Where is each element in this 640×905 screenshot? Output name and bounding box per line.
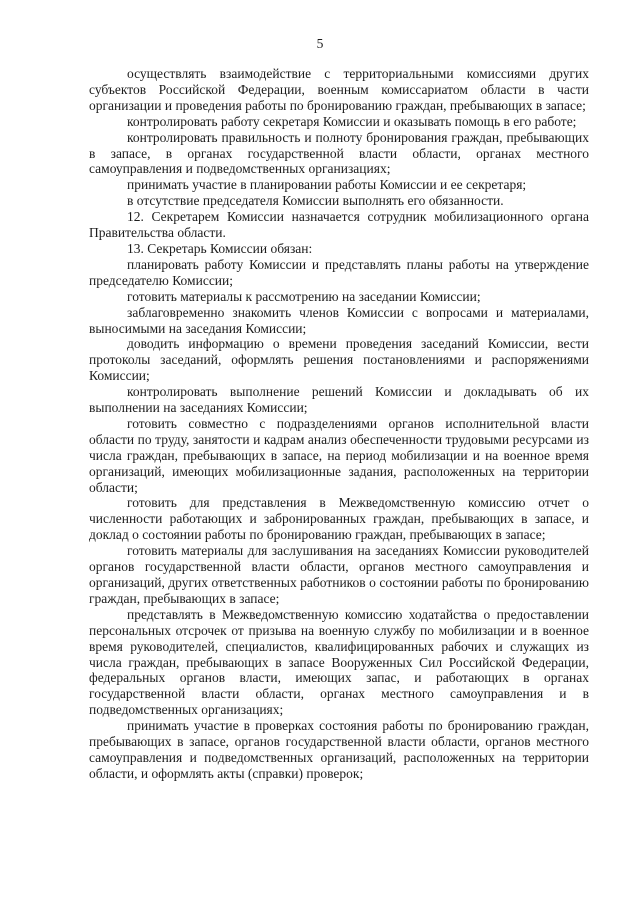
document-body [89,66,589,782]
paragraph-planning-participation: принимать участие в планировании работы Комиссии и ее секретаря; [127,177,527,193]
paragraph-control-secretary: контролировать работу секретаря Комиссии и оказывать помощь в его работе; [127,113,577,129]
paragraph-control-decisions: контролировать выполнение решений Комиссии и докладывать об их выполнении на заседаниях Комиссии; [89,384,589,416]
paragraph-item-13-secretary-duties: 13. Секретарь Комиссии обязан: [127,240,313,256]
paragraph-hearing-materials: готовить материалы для заслушивания на заседаниях Комиссии руководителей органов государственной власти области, органов местного самоуправления и организаций, других ответственных работников о состоянии работы по бронированию граждан, пребывающих в запасе; [89,543,589,606]
paragraph-acquaint-members: заблаговременно знакомить членов Комиссии с вопросами и материалами, выносимыми на заседания Комиссии; [89,304,589,336]
paragraph-interdepartmental-report: готовить для представления в Межведомственную комиссию отчет о численности работающих и забронированных граждан, пребывающих в запасе, и доклад о состоянии работы по бронированию граждан, пребывающих в запасе; [89,495,589,543]
paragraph-inspections-participation: принимать участие в проверках состояния работы по бронированию граждан, пребывающих в запасе, органов государственной власти области, органов местного самоуправления и подведомственных организаций, расположенных на территории области, и оформлять акты (справки) проверок; [89,718,589,781]
paragraph-control-reservation: контролировать правильность и полноту бронирования граждан, пребывающих в запасе, в органах государственной власти области, органах местного самоуправления и подведомственных организациях; [89,129,589,177]
paragraph-labor-resources-analysis: готовить совместно с подразделениями органов исполнительной власти области по труду, занятости и кадрам анализ обеспеченности трудовыми ресурсами из числа граждан, пребывающих в запасе, на период мобилизации и на военное время организаций, имеющих мобилизационные задания, расположенных на территории области; [89,415,589,495]
page-number: 5 [316,36,324,51]
paragraph-meeting-protocols: доводить информацию о времени проведения заседаний Комиссии, вести протоколы заседаний, оформлять решения постановлениями и распоряжениями Комиссии; [89,336,589,384]
paragraph-item-12-secretary-appointment: 12. Секретарем Комиссии назначается сотрудник мобилизационного органа Правительства области. [89,209,589,241]
paragraph-prepare-materials: готовить материалы к рассмотрению на заседании Комиссии; [127,288,481,304]
paragraph-deferment-petitions: представлять в Межведомственную комиссию ходатайства о предоставлении персональных отсрочек от призыва на военную службу по мобилизации и в военное время руководителей, специалистов, квалифицированных рабочих и служащих из числа граждан, пребывающих в запасе Вооруженных Сил Российской Федерации, федеральных органов власти, имеющих запас, и работающих в органах государственной власти области, органах местного самоуправления и в подведомственных организациях; [89,606,589,718]
paragraph-chairman-absence: в отсутствие председателя Комиссии выполнять его обязанности. [127,193,504,209]
paragraph-interaction-territorial-commissions: осуществлять взаимодействие с территориальными комиссиями других субъектов Российской Федерации, военным комиссариатом области в части организации и проведения работы по бронированию граждан, пребывающих в запасе; [89,66,589,113]
paragraph-plan-work: планировать работу Комиссии и представлять планы работы на утверждение председателю Комиссии; [89,256,589,288]
